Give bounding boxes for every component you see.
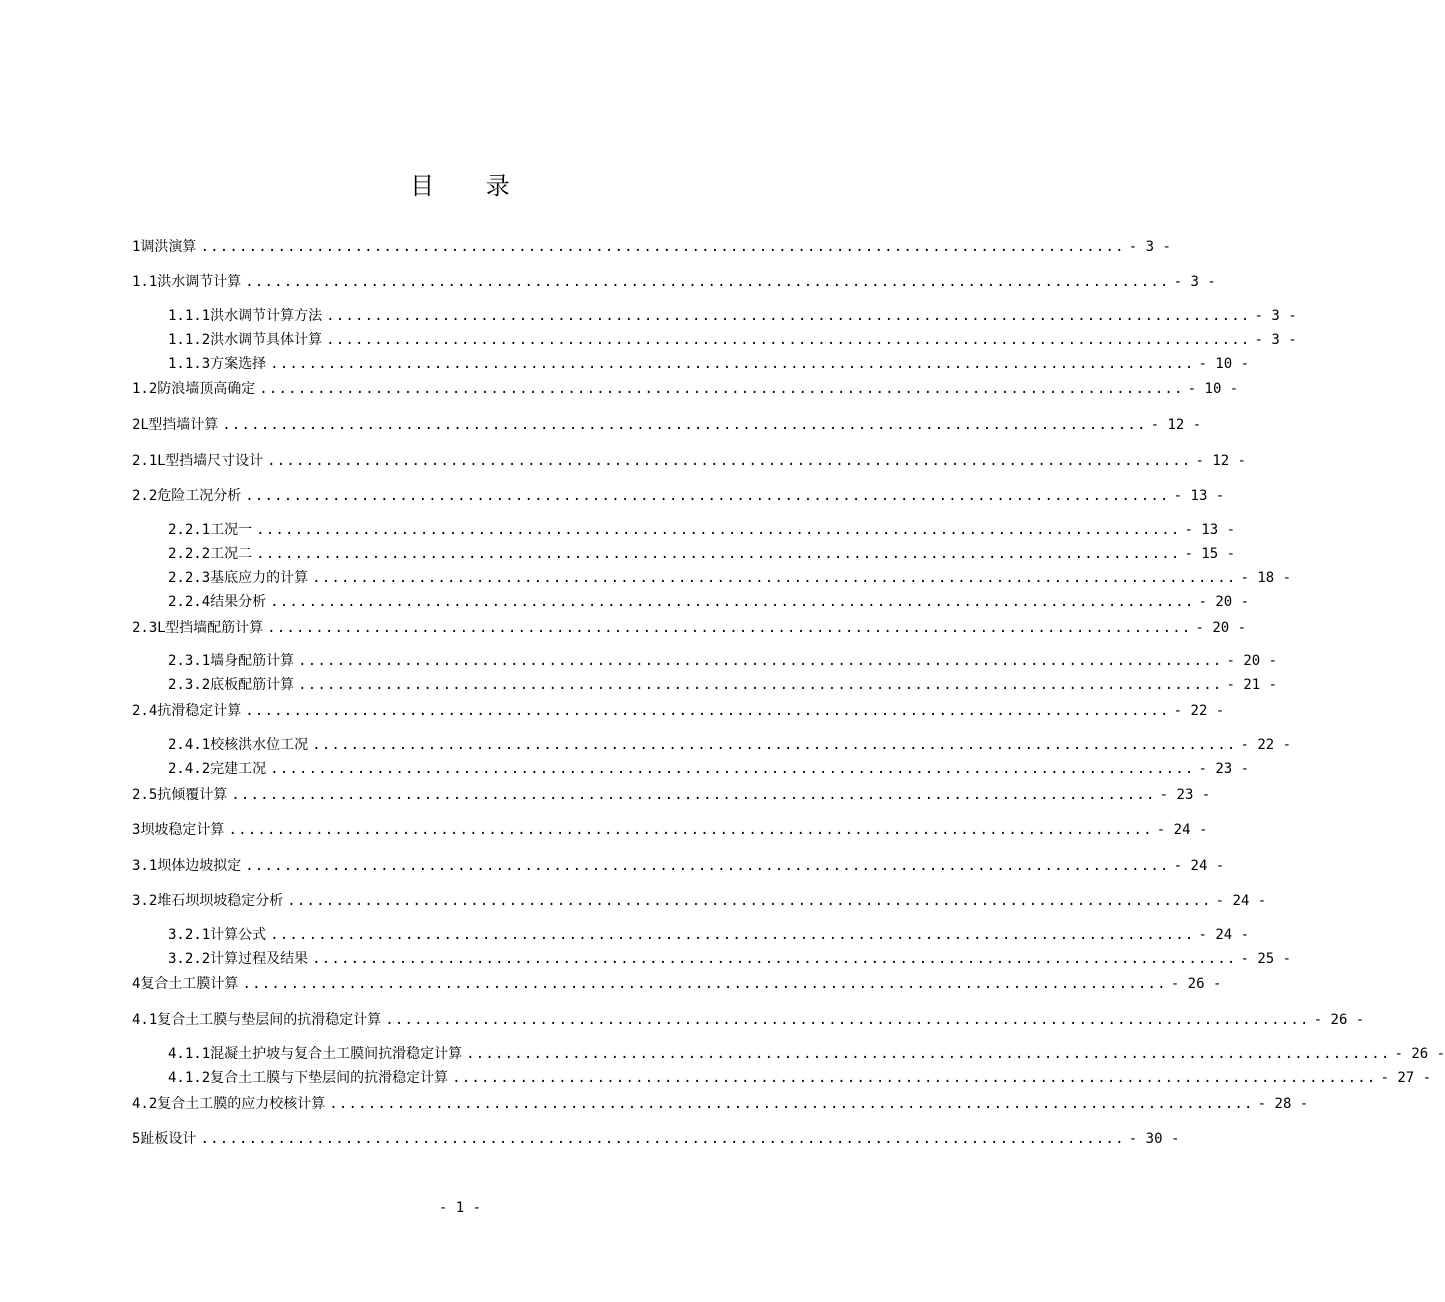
toc-dot-leader: ................................................................................................ bbox=[326, 308, 1251, 324]
toc-entry-text: 墙身配筋计算 bbox=[210, 653, 295, 669]
toc-entry-page: - 21 - bbox=[1226, 677, 1278, 693]
toc-entry[interactable] bbox=[168, 760, 1250, 778]
toc-entry[interactable] bbox=[132, 238, 1171, 256]
toc-title: 目 录 bbox=[410, 172, 532, 200]
toc-dot-leader: ................................................................................................ bbox=[287, 893, 1212, 909]
toc-entry[interactable] bbox=[132, 452, 1247, 470]
toc-entry-page: - 3 - bbox=[1128, 239, 1171, 255]
toc-entry[interactable] bbox=[132, 975, 1222, 993]
toc-dot-leader: ................................................................................................ bbox=[245, 488, 1170, 504]
toc-entry-number: 1.1.3 bbox=[168, 356, 211, 372]
toc-entry[interactable] bbox=[168, 676, 1278, 694]
toc-entry[interactable] bbox=[132, 487, 1225, 505]
toc-entry[interactable] bbox=[132, 619, 1247, 637]
toc-dot-leader: ................................................................................................ bbox=[245, 274, 1170, 290]
toc-entry-number: 3.2.2 bbox=[168, 951, 211, 967]
toc-entry-page: - 13 - bbox=[1184, 522, 1236, 538]
toc-entry-text: 复合土工膜与垫层间的抗滑稳定计算 bbox=[157, 1012, 382, 1028]
toc-entry[interactable] bbox=[168, 569, 1292, 587]
toc-entry-text: 复合土工膜计算 bbox=[140, 976, 239, 992]
toc-entry[interactable] bbox=[132, 857, 1225, 875]
toc-entry[interactable] bbox=[132, 892, 1267, 910]
toc-entry-text: 完建工况 bbox=[210, 761, 267, 777]
toc-entry-number: 4 bbox=[132, 976, 141, 992]
toc-entry-number: 3 bbox=[132, 822, 141, 838]
toc-entry-text: 结果分析 bbox=[210, 594, 267, 610]
toc-entry-number: 3.2.1 bbox=[168, 927, 211, 943]
toc-entry-number: 4.1.2 bbox=[168, 1070, 211, 1086]
toc-entry-page: - 18 - bbox=[1240, 570, 1292, 586]
toc-entry-page: - 3 - bbox=[1254, 308, 1297, 324]
toc-entry-text: 洪水调节具体计算 bbox=[210, 332, 323, 348]
toc-dot-leader: ................................................................................................ bbox=[312, 570, 1237, 586]
toc-entry-number: 1.2 bbox=[132, 381, 158, 397]
toc-dot-leader: ................................................................................................ bbox=[312, 951, 1237, 967]
toc-entry-page: - 20 - bbox=[1226, 653, 1278, 669]
toc-entry[interactable] bbox=[132, 1011, 1365, 1029]
toc-dot-leader: ................................................................................................ bbox=[242, 976, 1167, 992]
toc-entry-number: 2.3.1 bbox=[168, 653, 211, 669]
toc-entry-number: 2 bbox=[132, 417, 141, 433]
toc-dot-leader: ................................................................................................ bbox=[259, 381, 1184, 397]
toc-dot-leader: ................................................................................................ bbox=[270, 927, 1195, 943]
toc-dot-leader: ................................................................................................ bbox=[245, 858, 1170, 874]
toc-entry-text: 计算公式 bbox=[210, 927, 267, 943]
toc-entry-number: 2.2.3 bbox=[168, 570, 211, 586]
toc-entry-text: 计算过程及结果 bbox=[210, 951, 309, 967]
toc-entry-text: 校核洪水位工况 bbox=[210, 737, 309, 753]
toc-entry-page: - 15 - bbox=[1184, 546, 1236, 562]
toc-entry-page: - 20 - bbox=[1198, 594, 1250, 610]
toc-entry-page: - 20 - bbox=[1195, 620, 1247, 636]
toc-entry-number: 4.1.1 bbox=[168, 1046, 211, 1062]
toc-entry-page: - 24 - bbox=[1156, 822, 1208, 838]
toc-entry[interactable] bbox=[168, 307, 1297, 325]
toc-entry-number: 2.2.1 bbox=[168, 522, 211, 538]
toc-entry-page: - 10 - bbox=[1187, 381, 1239, 397]
toc-entry[interactable] bbox=[132, 273, 1216, 291]
toc-entry-text: 基底应力的计算 bbox=[210, 570, 309, 586]
toc-dot-leader: ................................................................................................ bbox=[200, 1131, 1125, 1147]
toc-dot-leader: ................................................................................................ bbox=[222, 417, 1147, 433]
toc-entry-page: - 24 - bbox=[1215, 893, 1267, 909]
toc-entry[interactable] bbox=[168, 950, 1292, 968]
toc-entry[interactable] bbox=[132, 702, 1225, 720]
toc-entry[interactable] bbox=[168, 1069, 1432, 1087]
toc-entry[interactable] bbox=[168, 355, 1250, 373]
toc-entry-text: L型挡墙计算 bbox=[140, 417, 219, 433]
toc-entry-text: 坝坡稳定计算 bbox=[140, 822, 225, 838]
toc-entry-number: 3.2 bbox=[132, 893, 158, 909]
toc-dot-leader: ................................................................................................ bbox=[466, 1046, 1391, 1062]
toc-entry-number: 2.1 bbox=[132, 453, 158, 469]
toc-entry-page: - 23 - bbox=[1198, 761, 1250, 777]
toc-entry[interactable] bbox=[168, 545, 1236, 563]
toc-entry-number: 2.2.2 bbox=[168, 546, 211, 562]
toc-entry-text: L型挡墙尺寸设计 bbox=[157, 453, 264, 469]
toc-entry-text: 底板配筋计算 bbox=[210, 677, 295, 693]
toc-entry-text: 洪水调节计算方法 bbox=[210, 308, 323, 324]
toc-entry[interactable] bbox=[132, 416, 1202, 434]
toc-entry-text: 复合土工膜与下垫层间的抗滑稳定计算 bbox=[210, 1070, 449, 1086]
toc-entry-number: 2.4 bbox=[132, 703, 158, 719]
toc-dot-leader: ................................................................................................ bbox=[329, 1096, 1254, 1112]
toc-entry-number: 1 bbox=[132, 239, 141, 255]
toc-entry-text: 抗滑稳定计算 bbox=[157, 703, 242, 719]
toc-entry[interactable] bbox=[132, 821, 1208, 839]
toc-entry-page: - 27 - bbox=[1380, 1070, 1432, 1086]
toc-dot-leader: ................................................................................................ bbox=[267, 453, 1192, 469]
toc-entry-number: 5 bbox=[132, 1131, 141, 1147]
toc-entry-page: - 26 - bbox=[1313, 1012, 1365, 1028]
toc-entry-page: - 22 - bbox=[1173, 703, 1225, 719]
toc-dot-leader: ................................................................................................ bbox=[231, 787, 1156, 803]
toc-entry-number: 3.1 bbox=[132, 858, 158, 874]
toc-entry[interactable] bbox=[168, 1045, 1445, 1063]
toc-entry-number: 4.1 bbox=[132, 1012, 158, 1028]
toc-entry-number: 2.4.1 bbox=[168, 737, 211, 753]
toc-dot-leader: ................................................................................................ bbox=[312, 737, 1237, 753]
toc-entry[interactable] bbox=[168, 926, 1250, 944]
toc-entry-number: 2.3.2 bbox=[168, 677, 211, 693]
toc-dot-leader: ................................................................................................ bbox=[298, 653, 1223, 669]
toc-entry-text: 危险工况分析 bbox=[157, 488, 242, 504]
toc-dot-leader: ................................................................................................ bbox=[256, 546, 1181, 562]
toc-entry-number: 2.2.4 bbox=[168, 594, 211, 610]
toc-entry-text: 混凝土护坡与复合土工膜间抗滑稳定计算 bbox=[210, 1046, 463, 1062]
toc-entry-page: - 28 - bbox=[1257, 1096, 1309, 1112]
toc-entry[interactable] bbox=[132, 1130, 1180, 1148]
toc-entry-text: 抗倾覆计算 bbox=[157, 787, 228, 803]
toc-entry-text: 堆石坝坝坡稳定分析 bbox=[157, 893, 284, 909]
toc-dot-leader: ................................................................................................ bbox=[270, 356, 1195, 372]
toc-entry[interactable] bbox=[168, 331, 1297, 349]
toc-entry-page: - 30 - bbox=[1128, 1131, 1180, 1147]
toc-entry-page: - 24 - bbox=[1198, 927, 1250, 943]
toc-entry[interactable] bbox=[132, 380, 1239, 398]
toc-dot-leader: ................................................................................................ bbox=[298, 677, 1223, 693]
toc-entry-page: - 26 - bbox=[1394, 1046, 1445, 1062]
toc-dot-leader: ................................................................................................ bbox=[256, 522, 1181, 538]
toc-entry-text: 趾板设计 bbox=[140, 1131, 197, 1147]
toc-entry-page: - 22 - bbox=[1240, 737, 1292, 753]
toc-dot-leader: ................................................................................................ bbox=[245, 703, 1170, 719]
toc-entry-text: 方案选择 bbox=[210, 356, 267, 372]
toc-entry-text: 复合土工膜的应力校核计算 bbox=[157, 1096, 326, 1112]
toc-dot-leader: ................................................................................................ bbox=[228, 822, 1153, 838]
toc-entry-text: 坝体边坡拟定 bbox=[157, 858, 242, 874]
toc-dot-leader: ................................................................................................ bbox=[267, 620, 1192, 636]
toc-entry-text: 调洪演算 bbox=[140, 239, 197, 255]
toc-entry-text: 洪水调节计算 bbox=[157, 274, 242, 290]
toc-entry[interactable] bbox=[168, 593, 1250, 611]
toc-entry-page: - 13 - bbox=[1173, 488, 1225, 504]
toc-entry[interactable] bbox=[132, 1095, 1309, 1113]
toc-dot-leader: ................................................................................................ bbox=[270, 594, 1195, 610]
toc-entry-page: - 3 - bbox=[1254, 332, 1297, 348]
toc-entry[interactable] bbox=[168, 736, 1292, 754]
toc-dot-leader: ................................................................................................ bbox=[326, 332, 1251, 348]
toc-entry-number: 2.4.2 bbox=[168, 761, 211, 777]
toc-entry[interactable] bbox=[168, 521, 1236, 539]
toc-dot-leader: ................................................................................................ bbox=[270, 761, 1195, 777]
toc-entry-page: - 26 - bbox=[1170, 976, 1222, 992]
toc-dot-leader: ................................................................................................ bbox=[385, 1012, 1310, 1028]
toc-entry-text: 工况二 bbox=[210, 546, 253, 562]
toc-entry-page: - 23 - bbox=[1159, 787, 1211, 803]
toc-entry-page: - 10 - bbox=[1198, 356, 1250, 372]
toc-entry-text: 防浪墙顶高确定 bbox=[157, 381, 256, 397]
toc-entry-number: 1.1.1 bbox=[168, 308, 211, 324]
toc-entry-number: 4.2 bbox=[132, 1096, 158, 1112]
toc-entry-text: 工况一 bbox=[210, 522, 253, 538]
toc-entry-number: 2.2 bbox=[132, 488, 158, 504]
toc-dot-leader: ................................................................................................ bbox=[452, 1070, 1377, 1086]
toc-entry-number: 2.3 bbox=[132, 620, 158, 636]
toc-entry[interactable] bbox=[168, 652, 1278, 670]
toc-entry-page: - 3 - bbox=[1173, 274, 1216, 290]
toc-entry-number: 1.1 bbox=[132, 274, 158, 290]
toc-entry-number: 1.1.2 bbox=[168, 332, 211, 348]
toc-entry-page: - 24 - bbox=[1173, 858, 1225, 874]
toc-dot-leader: ................................................................................................ bbox=[200, 239, 1125, 255]
toc-entry-text: L型挡墙配筋计算 bbox=[157, 620, 264, 636]
toc-entry-page: - 12 - bbox=[1195, 453, 1247, 469]
toc-entry-page: - 25 - bbox=[1240, 951, 1292, 967]
toc-entry-number: 2.5 bbox=[132, 787, 158, 803]
toc-entry-page: - 12 - bbox=[1150, 417, 1202, 433]
toc-entry[interactable] bbox=[132, 786, 1211, 804]
page-number: - 1 - bbox=[438, 1200, 482, 1216]
